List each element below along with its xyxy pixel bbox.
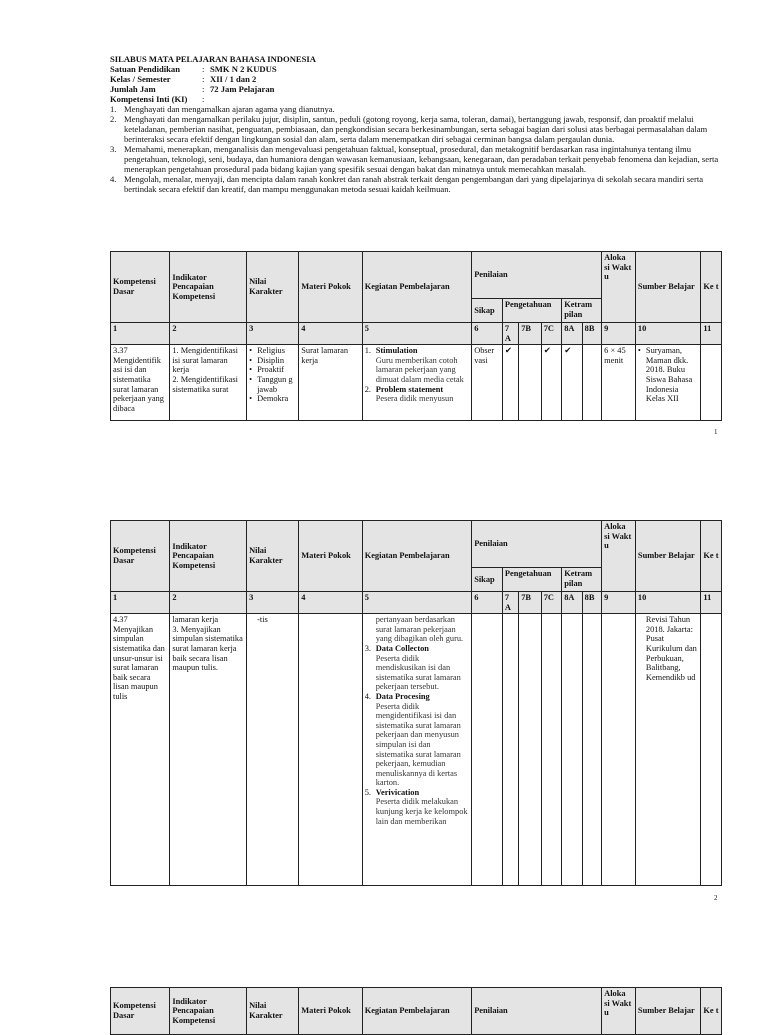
column-number-row bbox=[111, 323, 722, 345]
sikap-cell: Obser vasi bbox=[472, 345, 503, 421]
col-num: 7 A bbox=[502, 323, 518, 345]
step-text: pertanyaan berdasarkan surat lamaran pekerjaan yang dibagikan oleh guru. bbox=[375, 615, 464, 644]
col-header-ket: Ke t bbox=[701, 252, 722, 323]
ki-text: Mengolah, menalar, menyaji, dan mencipta dalam ranah konkret dan ranah abstrak terkait dengan pengembangan dari yang dipelajarinya di sekolah secara mandiri serta bertindak secara efektif dan kreatif, dan mampu menggunakan metoda sesuai kaidah keilmuan. bbox=[124, 174, 704, 194]
col-num: 6 bbox=[472, 592, 503, 614]
check-cell bbox=[562, 345, 582, 421]
col-header-indikator: Indikator Pencapaian Kompetensi bbox=[170, 252, 247, 323]
materi-cell bbox=[299, 614, 362, 886]
col-header-kd: Kompetensi Dasar bbox=[111, 521, 170, 592]
col-num: 8A bbox=[562, 592, 582, 614]
nilai-item: • Disiplin bbox=[249, 356, 296, 366]
meta-value: SMK N 2 KUDUS bbox=[210, 64, 277, 74]
indikator-cell: lamaran kerja 3. Menyajikan simpulan sistematika surat lamaran kerja baik secara lisan maupun tulis. bbox=[170, 614, 247, 886]
nilai-item: • Demokra bbox=[249, 394, 296, 404]
col-num: 8B bbox=[582, 592, 602, 614]
col-header-sumber: Sumber Belajar bbox=[635, 252, 700, 323]
meta-label: Kompetensi Inti (KI) bbox=[110, 94, 188, 104]
col-header-sikap: Sikap bbox=[472, 568, 503, 592]
indikator-cell: 1. Mengidentifikasi isi surat lamaran kerja 2. Mengidentifikasi sistematika surat bbox=[170, 345, 247, 421]
col-num: 4 bbox=[299, 323, 362, 345]
ki-list bbox=[110, 104, 720, 194]
meta-label: Kelas / Semester bbox=[110, 74, 171, 84]
col-header-pengetahuan: Pengetahuan bbox=[502, 568, 561, 592]
ket-cell bbox=[701, 345, 722, 421]
nilai-item: • Tanggun g jawab bbox=[249, 375, 296, 394]
ki-number: 3. bbox=[110, 144, 117, 154]
col-header-penilaian: Penilaian bbox=[472, 988, 602, 1035]
col-header-nilai: Nilai Karakter bbox=[247, 521, 299, 592]
nilai-cell bbox=[247, 345, 299, 421]
sumber-cell: Revisi Tahun 2018. Jakarta: Pusat Kurikulum dan Perbukuan, Balitbang, Kemendikb ud bbox=[635, 614, 700, 886]
kegiatan-step bbox=[365, 346, 469, 356]
col-header-nilai: Nilai Karakter bbox=[247, 988, 299, 1035]
sumber-item: • Suryaman, Maman dkk. 2018. Buku Siswa Bahasa Indonesia Kelas XII bbox=[638, 346, 698, 404]
col-num: 6 bbox=[472, 323, 503, 345]
col-num: 7C bbox=[541, 592, 561, 614]
empty-cell bbox=[502, 614, 518, 886]
col-num: 2 bbox=[170, 592, 247, 614]
syllabus-table-page-1 bbox=[110, 251, 722, 421]
step-text: Peserta didik melakukan kunjung kerja ke kelompok lain dan memberikan bbox=[375, 797, 468, 826]
col-num: 8A bbox=[562, 323, 582, 345]
check-cell bbox=[541, 345, 561, 421]
ki-item bbox=[110, 174, 720, 194]
col-header-alokasi: Aloka si Wakt u bbox=[602, 252, 636, 323]
col-header-kegiatan: Kegiatan Pembelajaran bbox=[362, 252, 471, 323]
col-header-materi: Materi Pokok bbox=[299, 521, 362, 592]
col-header-sumber: Sumber Belajar bbox=[635, 521, 700, 592]
col-header-ketrampilan: Ketram pilan bbox=[562, 568, 602, 592]
meta-colon: : bbox=[202, 74, 205, 84]
page-number: 2 bbox=[714, 894, 718, 902]
step-number: 4. bbox=[364, 691, 371, 701]
col-header-kd: Kompetensi Dasar bbox=[111, 252, 170, 323]
empty-cell bbox=[582, 614, 602, 886]
step-text: Guru memberikan cotoh lamaran pekerjaan yang dimuat dalam media cetak bbox=[375, 355, 464, 384]
col-num: 3 bbox=[247, 592, 299, 614]
meta-label: Satuan Pendidikan bbox=[110, 64, 180, 74]
col-header-indikator: Indikator Pencapaian Kompetensi bbox=[170, 521, 247, 592]
check-cell bbox=[502, 345, 518, 421]
step-title: Data Procesing bbox=[375, 691, 430, 701]
kegiatan-step bbox=[365, 788, 469, 798]
col-num: 7 A bbox=[502, 592, 518, 614]
meta-colon: : bbox=[202, 94, 205, 104]
step-number: 1. bbox=[364, 346, 371, 356]
col-header-ket: Ke t bbox=[701, 988, 722, 1035]
col-header-alokasi: Aloka si Wakt u bbox=[602, 988, 636, 1035]
page-number: 1 bbox=[714, 428, 718, 436]
col-num: 10 bbox=[635, 323, 700, 345]
ki-text: Memahami, menerapkan, menganalisis dan mengevaluasi pengetahuan faktual, konseptual, prosedural, dan metakognitif berdasarkan rasa ingintahunya tentang ilmu pengetahuan, teknologi, seni, budaya, dan humaniora dengan wawasan kemanusiaan, kebangsaan, kenegaraan, dan peradaban terkait penyebab fenomena dan kejadian, serta menerapkan pengetahuan prosedural pada bidang kajian yang spesifik sesuai dengan bakat dan minatnya untuk memecahkan masalah. bbox=[124, 144, 719, 174]
kegiatan-cell bbox=[362, 345, 471, 421]
col-header-materi: Materi Pokok bbox=[299, 252, 362, 323]
kegiatan-cell bbox=[362, 614, 471, 886]
nilai-cell: -tis bbox=[247, 614, 299, 886]
meta-row-school bbox=[110, 64, 720, 74]
kegiatan-step bbox=[365, 385, 469, 395]
ki-item bbox=[110, 114, 720, 144]
kd-cell: 4.37 Menyajikan simpulan sistematika dan unsur-unsur isi surat lamaran baik secara lisan maupun tulis bbox=[111, 614, 170, 886]
empty-cell bbox=[562, 614, 582, 886]
col-header-kd: Kompetensi Dasar bbox=[111, 988, 170, 1035]
col-num: 11 bbox=[701, 323, 722, 345]
column-number-row bbox=[111, 592, 722, 614]
col-header-kegiatan: Kegiatan Pembelajaran bbox=[362, 988, 471, 1035]
col-header-sikap: Sikap bbox=[472, 299, 503, 323]
col-header-nilai: Nilai Karakter bbox=[247, 252, 299, 323]
checkmark-icon: ✔ bbox=[543, 346, 551, 356]
col-num: 7B bbox=[519, 323, 542, 345]
col-header-penilaian: Penilaian bbox=[472, 252, 602, 299]
col-num: 5 bbox=[362, 592, 471, 614]
col-num: 1 bbox=[111, 592, 170, 614]
meta-value: XII / 1 dan 2 bbox=[210, 74, 257, 84]
step-text: Peserta didik mengidentifikasi isi dan sistematika surat lamaran pekerjaan dan menyusun simpulan isi dan sistematika surat lamaran pekerjaan, kemudian menuliskannya di kertas karton. bbox=[375, 701, 461, 788]
col-header-indikator: Indikator Pencapaian Kompetensi bbox=[170, 988, 247, 1035]
table-row bbox=[111, 345, 722, 421]
meta-value: 72 Jam Pelajaran bbox=[210, 84, 275, 94]
col-num: 3 bbox=[247, 323, 299, 345]
empty-cell bbox=[582, 345, 602, 421]
step-text: Pesera didik menyusun bbox=[375, 394, 454, 404]
col-header-ket: Ke t bbox=[701, 521, 722, 592]
ki-item bbox=[110, 144, 720, 174]
document-title: SILABUS MATA PELAJARAN BAHASA INDONESIA bbox=[110, 54, 316, 64]
col-header-sumber: Sumber Belajar bbox=[635, 988, 700, 1035]
step-title: Verivication bbox=[375, 787, 420, 797]
col-header-kegiatan: Kegiatan Pembelajaran bbox=[362, 521, 471, 592]
checkmark-icon: ✔ bbox=[564, 346, 572, 356]
meta-row-class bbox=[110, 74, 720, 84]
col-header-penilaian: Penilaian bbox=[472, 521, 602, 568]
ki-number: 1. bbox=[110, 104, 117, 114]
meta-label: Jumlah Jam bbox=[110, 84, 156, 94]
kegiatan-step bbox=[365, 644, 469, 654]
col-num: 11 bbox=[701, 592, 722, 614]
col-header-materi: Materi Pokok bbox=[299, 988, 362, 1035]
meta-row-ki bbox=[110, 94, 720, 104]
col-num: 7C bbox=[541, 323, 561, 345]
empty-cell bbox=[519, 614, 542, 886]
nilai-item: • Proaktif bbox=[249, 365, 296, 375]
col-num: 10 bbox=[635, 592, 700, 614]
col-header-ketrampilan: Ketram pilan bbox=[562, 299, 602, 323]
meta-colon: : bbox=[202, 84, 205, 94]
syllabus-table-page-2 bbox=[110, 520, 722, 886]
syllabus-table-page-3 bbox=[110, 987, 722, 1035]
ki-item bbox=[110, 104, 720, 114]
col-header-alokasi: Aloka si Wakt u bbox=[602, 521, 636, 592]
col-num: 7B bbox=[519, 592, 542, 614]
step-title: Stimulation bbox=[375, 346, 418, 356]
alokasi-cell: 6 × 45 menit bbox=[602, 345, 636, 421]
col-num: 5 bbox=[362, 323, 471, 345]
step-number: 3. bbox=[364, 643, 371, 653]
table-row bbox=[111, 614, 722, 886]
col-num: 2 bbox=[170, 323, 247, 345]
empty-cell bbox=[519, 345, 542, 421]
ki-text: Menghayati dan mengamalkan perilaku jujur, disiplin, santun, peduli (gotong royong, kerja sama, toleran, damai), bertanggung jawab, responsif, dan proaktif melalui keteladanan, pemberian nasihat, penguatan, pembiasaan, dan pengkondisian secara berkesinambungan, serta sebagai bagian dari solusi atas berbagai permasalahan dalam berinteraksi secara efektif dengan lingkungan sosial dan alam, serta dalam menempatkan diri sebagai cerminan bangsa dalam pergaulan dunia. bbox=[124, 114, 708, 144]
col-num: 9 bbox=[602, 592, 636, 614]
sumber-cell bbox=[635, 345, 700, 421]
nilai-item: • Religius bbox=[249, 346, 296, 356]
materi-cell: Surat lamaran kerja bbox=[299, 345, 362, 421]
ki-number: 4. bbox=[110, 174, 117, 184]
col-num: 9 bbox=[602, 323, 636, 345]
ket-cell bbox=[701, 614, 722, 886]
empty-cell bbox=[541, 614, 561, 886]
meta-colon: : bbox=[202, 64, 205, 74]
col-num: 1 bbox=[111, 323, 170, 345]
col-header-pengetahuan: Pengetahuan bbox=[502, 299, 561, 323]
sikap-cell bbox=[472, 614, 503, 886]
ki-text: Menghayati dan mengamalkan ajaran agama yang dianutnya. bbox=[124, 104, 335, 114]
step-number: 2. bbox=[364, 384, 371, 394]
kd-cell: 3.37 Mengidentifik asi isi dan sistematika surat lamaran pekerjaan yang dibaca bbox=[111, 345, 170, 421]
checkmark-icon: ✔ bbox=[504, 346, 512, 356]
col-num: 8B bbox=[582, 323, 602, 345]
ki-number: 2. bbox=[110, 114, 117, 124]
step-text: Peserta didik mendiskusikan isi dan sistematika surat lamaran pekerjaan tersebut. bbox=[375, 653, 461, 692]
syllabus-header bbox=[110, 54, 720, 194]
step-title: Data Collecton bbox=[375, 643, 429, 653]
meta-row-hours bbox=[110, 84, 720, 94]
alokasi-cell bbox=[602, 614, 636, 886]
kegiatan-step bbox=[365, 692, 469, 702]
col-num: 4 bbox=[299, 592, 362, 614]
step-title: Problem statement bbox=[375, 384, 444, 394]
step-number: 5. bbox=[364, 787, 371, 797]
